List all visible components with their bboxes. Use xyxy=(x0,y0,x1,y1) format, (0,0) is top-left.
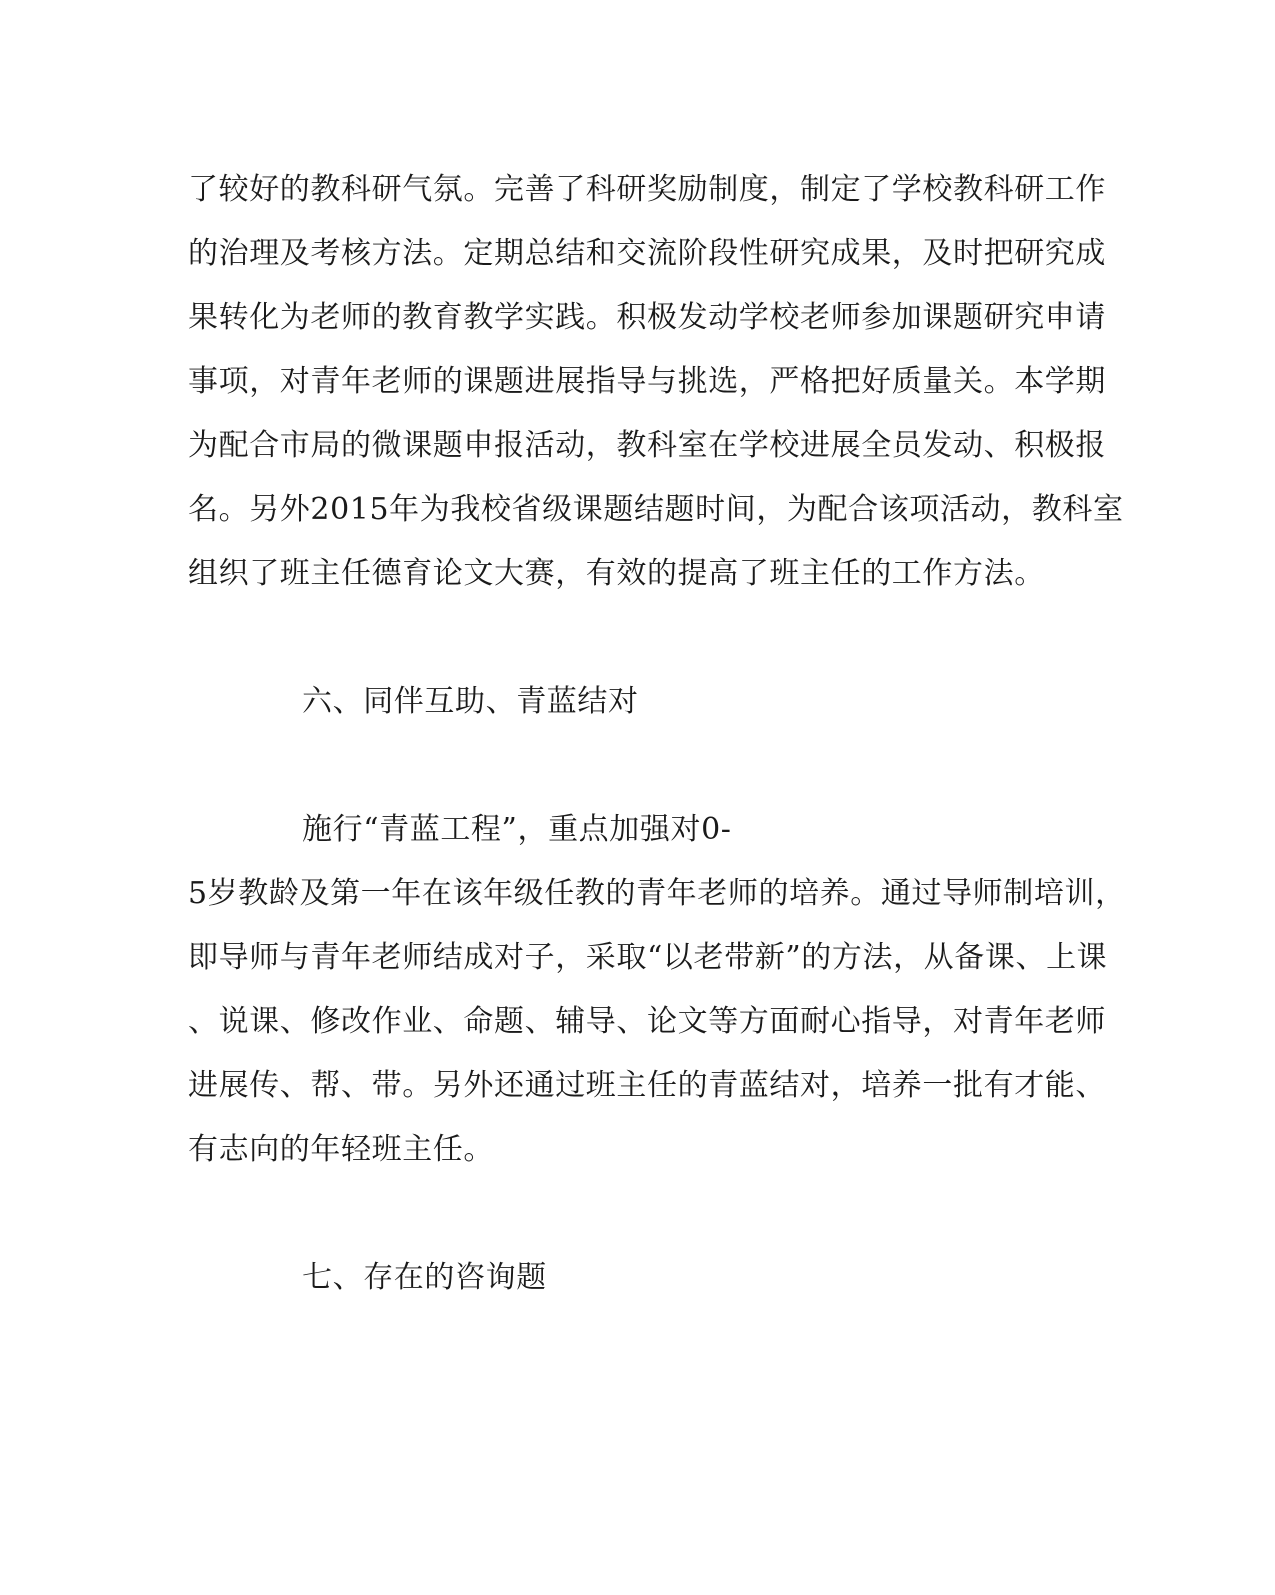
section-heading-6: 六、同伴互助、青蓝结对 xyxy=(302,684,639,719)
paragraph-line: 的治理及考核方法。定期总结和交流阶段性研究成果，及时把研究成 xyxy=(188,236,1106,271)
paragraph-line: 果转化为老师的教育教学实践。积极发动学校老师参加课题研究申请 xyxy=(188,300,1106,335)
paragraph-line: 名。另外2015年为我校省级课题结题时间，为配合该项活动，教科室 xyxy=(188,492,1124,527)
paragraph-line: 施行“青蓝工程”，重点加强对0- xyxy=(302,812,732,847)
paragraph-line: 为配合市局的微课题申报活动，教科室在学校进展全员发动、积极报 xyxy=(188,428,1106,463)
paragraph-line: 事项，对青年老师的课题进展指导与挑选，严格把好质量关。本学期 xyxy=(188,364,1106,399)
paragraph-line: 组织了班主任德育论文大赛，有效的提高了班主任的工作方法。 xyxy=(188,556,1045,591)
section-heading-7: 七、存在的咨询题 xyxy=(302,1260,547,1295)
paragraph-line: 5岁教龄及第一年在该年级任教的青年老师的培养。通过导师制培训， xyxy=(188,876,1126,911)
paragraph-line: 了较好的教科研气氛。完善了科研奖励制度，制定了学校教科研工作 xyxy=(188,172,1106,207)
paragraph-line: 即导师与青年老师结成对子，采取“以老带新”的方法，从备课、上课 xyxy=(188,940,1108,975)
paragraph-line: 进展传、帮、带。另外还通过班主任的青蓝结对，培养一批有才能、 xyxy=(188,1068,1106,1103)
paragraph-line: 有志向的年轻班主任。 xyxy=(188,1132,494,1167)
paragraph-line: 、说课、修改作业、命题、辅导、论文等方面耐心指导，对青年老师 xyxy=(188,1004,1106,1039)
